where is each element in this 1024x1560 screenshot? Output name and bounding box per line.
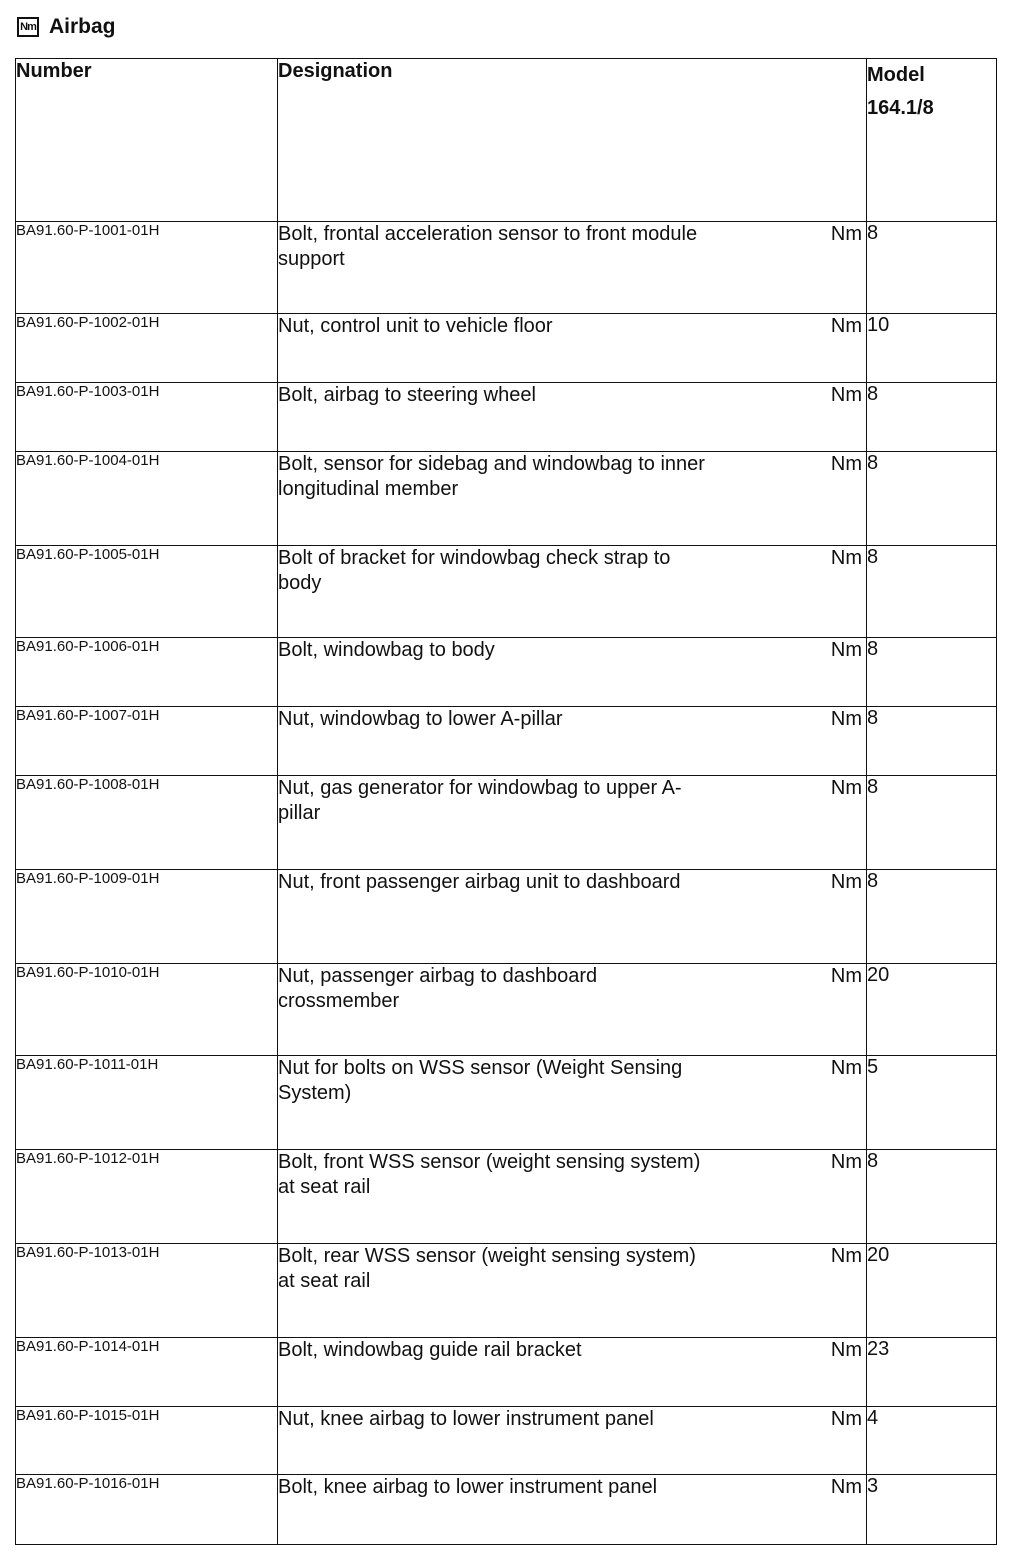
designation-cell <box>278 1244 867 1338</box>
part-number: BA91.60-P-1009-01H <box>16 870 278 964</box>
designation-text: Nut, gas generator for windowbag to upper A-pillar <box>278 777 682 824</box>
designation-cell <box>278 707 867 776</box>
torque-spec-table <box>15 58 997 1545</box>
page-title: Airbag <box>49 15 116 38</box>
table-row <box>16 1338 997 1407</box>
designation-text: Nut, control unit to vehicle floor <box>278 315 553 337</box>
model-label: Model <box>867 64 925 86</box>
torque-value: 8 <box>867 546 997 638</box>
torque-value: 20 <box>867 964 997 1056</box>
table-row <box>16 452 997 546</box>
torque-value: 5 <box>867 1056 997 1150</box>
table-row <box>16 1244 997 1338</box>
designation-cell <box>278 870 867 964</box>
unit-label: Nm <box>830 1057 862 1079</box>
column-header-designation: Designation <box>278 59 867 222</box>
part-number: BA91.60-P-1001-01H <box>16 222 278 314</box>
table-row <box>16 1150 997 1244</box>
unit-label: Nm <box>830 1151 862 1173</box>
designation-text: Nut, windowbag to lower A-pillar <box>278 708 563 730</box>
table-row <box>16 1475 997 1545</box>
designation-text: Bolt, windowbag to body <box>278 639 495 661</box>
part-number: BA91.60-P-1014-01H <box>16 1338 278 1407</box>
torque-value: 4 <box>867 1407 997 1475</box>
designation-cell <box>278 638 867 707</box>
designation-text: Nut, passenger airbag to dashboard crossmember <box>278 965 598 1012</box>
designation-text: Bolt, rear WSS sensor (weight sensing system) at seat rail <box>278 1245 696 1292</box>
unit-label: Nm <box>830 1476 862 1498</box>
designation-cell <box>278 314 867 383</box>
designation-cell <box>278 964 867 1056</box>
unit-label: Nm <box>830 315 862 337</box>
torque-value: 8 <box>867 1150 997 1244</box>
designation-cell <box>278 383 867 452</box>
designation-text: Bolt, knee airbag to lower instrument panel <box>278 1476 658 1498</box>
unit-label: Nm <box>830 384 862 406</box>
part-number: BA91.60-P-1011-01H <box>16 1056 278 1150</box>
table-row <box>16 1407 997 1475</box>
torque-value: 3 <box>867 1475 997 1545</box>
part-number: BA91.60-P-1012-01H <box>16 1150 278 1244</box>
torque-value: 23 <box>867 1338 997 1407</box>
model-number: 164.1/8 <box>867 97 934 119</box>
table-row <box>16 776 997 870</box>
column-header-model <box>867 59 997 222</box>
part-number: BA91.60-P-1004-01H <box>16 452 278 546</box>
table-row <box>16 222 997 314</box>
unit-label: Nm <box>830 871 862 893</box>
table-row <box>16 870 997 964</box>
part-number: BA91.60-P-1005-01H <box>16 546 278 638</box>
part-number: BA91.60-P-1002-01H <box>16 314 278 383</box>
torque-value: 8 <box>867 638 997 707</box>
designation-text: Bolt of bracket for windowbag check strap to body <box>278 547 671 594</box>
unit-label: Nm <box>830 1339 862 1361</box>
part-number: BA91.60-P-1013-01H <box>16 1244 278 1338</box>
designation-cell <box>278 222 867 314</box>
unit-label: Nm <box>830 639 862 661</box>
unit-label: Nm <box>830 708 862 730</box>
unit-label: Nm <box>830 223 862 245</box>
designation-text: Nut, knee airbag to lower instrument panel <box>278 1408 654 1430</box>
table-row <box>16 314 997 383</box>
designation-text: Bolt, windowbag guide rail bracket <box>278 1339 582 1361</box>
torque-value: 20 <box>867 1244 997 1338</box>
section-header <box>17 12 116 42</box>
table-row <box>16 383 997 452</box>
unit-label: Nm <box>830 547 862 569</box>
designation-cell <box>278 1407 867 1475</box>
unit-label: Nm <box>830 1245 862 1267</box>
designation-text: Nut, front passenger airbag unit to dashboard <box>278 871 681 893</box>
table-row <box>16 638 997 707</box>
designation-cell <box>278 1338 867 1407</box>
designation-text: Bolt, airbag to steering wheel <box>278 384 536 406</box>
column-header-number: Number <box>16 59 278 222</box>
designation-text: Bolt, frontal acceleration sensor to front module support <box>278 223 698 270</box>
part-number: BA91.60-P-1016-01H <box>16 1475 278 1545</box>
torque-value: 8 <box>867 707 997 776</box>
torque-value: 8 <box>867 452 997 546</box>
table-row <box>16 546 997 638</box>
part-number: BA91.60-P-1015-01H <box>16 1407 278 1475</box>
unit-label: Nm <box>830 453 862 475</box>
designation-text: Bolt, front WSS sensor (weight sensing system) at seat rail <box>278 1151 701 1198</box>
unit-label: Nm <box>830 965 862 987</box>
torque-value: 8 <box>867 870 997 964</box>
table-header-row <box>16 59 997 222</box>
table-row <box>16 964 997 1056</box>
torque-value: 8 <box>867 383 997 452</box>
unit-label: Nm <box>830 777 862 799</box>
designation-text: Bolt, sensor for sidebag and windowbag to inner longitudinal member <box>278 453 705 500</box>
part-number: BA91.60-P-1006-01H <box>16 638 278 707</box>
part-number: BA91.60-P-1007-01H <box>16 707 278 776</box>
torque-value: 8 <box>867 776 997 870</box>
table-row <box>16 707 997 776</box>
part-number: BA91.60-P-1008-01H <box>16 776 278 870</box>
designation-cell <box>278 1056 867 1150</box>
designation-text: Nut for bolts on WSS sensor (Weight Sensing System) <box>278 1057 683 1104</box>
torque-value: 10 <box>867 314 997 383</box>
designation-cell <box>278 1475 867 1545</box>
unit-label: Nm <box>830 1408 862 1430</box>
designation-cell <box>278 452 867 546</box>
torque-nm-icon: Nm <box>17 17 39 37</box>
table-row <box>16 1056 997 1150</box>
designation-cell <box>278 1150 867 1244</box>
part-number: BA91.60-P-1003-01H <box>16 383 278 452</box>
designation-cell <box>278 546 867 638</box>
part-number: BA91.60-P-1010-01H <box>16 964 278 1056</box>
designation-cell <box>278 776 867 870</box>
torque-value: 8 <box>867 222 997 314</box>
